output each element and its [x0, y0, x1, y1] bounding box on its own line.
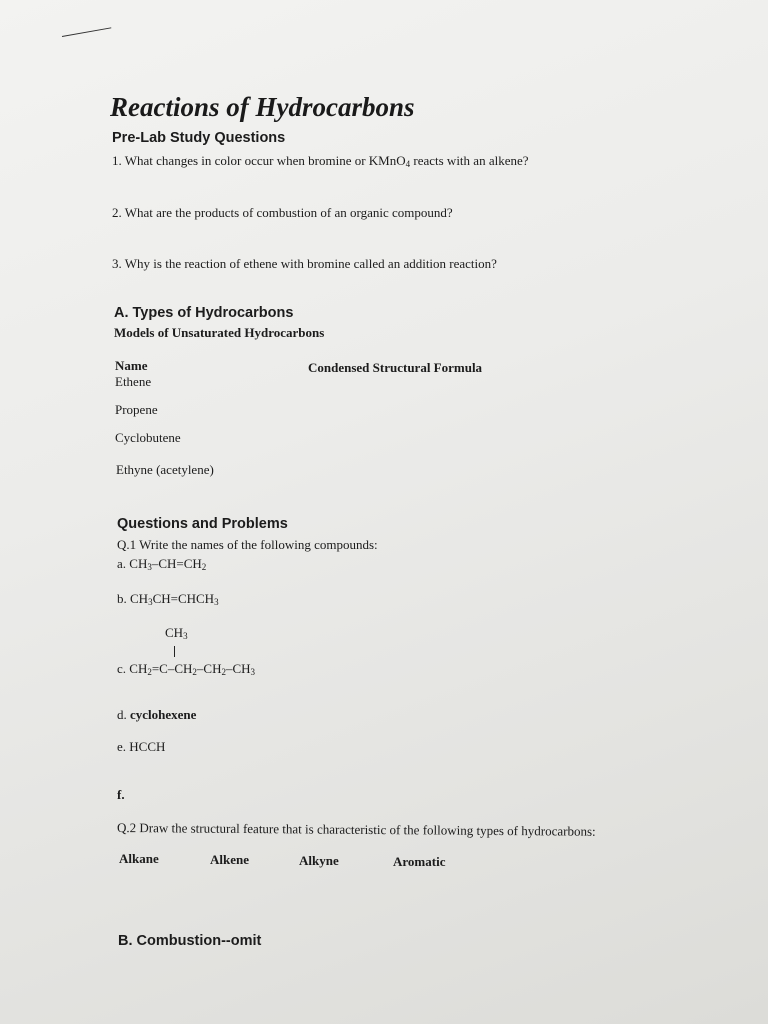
compound-d-label: d.	[117, 707, 130, 722]
compound-c-branch-1: CH	[165, 625, 184, 640]
pen-mark	[62, 27, 111, 37]
prelab-question-1-subscript: 4	[405, 159, 411, 169]
prelab-heading: Pre-Lab Study Questions	[112, 130, 286, 146]
compound-c-formula-8: 3	[250, 667, 256, 677]
compound-f-label: f.	[117, 787, 125, 802]
prelab-question-1-suffix: reacts with an alkene?	[410, 153, 529, 168]
compound-c-branch-2: 3	[183, 631, 188, 641]
q1-prompt: Q.1 Write the names of the following compounds:	[117, 537, 378, 552]
compound-b-formula-4: 3	[214, 597, 219, 607]
column-header-name: Name	[115, 358, 148, 373]
type-aromatic: Aromatic	[393, 854, 446, 869]
compound-name-propene: Propene	[115, 402, 158, 417]
compound-e	[117, 739, 165, 755]
compound-c-formula-6: 2	[221, 667, 226, 677]
compound-a	[117, 556, 206, 572]
compound-name-ethyne: Ethyne (acetylene)	[116, 462, 214, 477]
compound-c	[117, 661, 255, 677]
compound-a-formula-2: 3	[147, 562, 152, 572]
compound-a-formula-3: –CH=CH	[151, 556, 202, 571]
compound-e-label: e.	[117, 739, 130, 754]
type-alkene: Alkene	[210, 852, 249, 867]
compound-name-ethene: Ethene	[115, 374, 152, 389]
q2-prompt: Q.2 Draw the structural feature that is characteristic of the following types of hydrocarbons:	[116, 820, 596, 839]
compound-a-label: a.	[117, 556, 130, 571]
compound-b	[117, 591, 219, 607]
compound-b-formula-3: CH=CHCH	[152, 591, 215, 606]
page-title: Reactions of Hydrocarbons	[110, 92, 415, 122]
compound-b-label: b.	[117, 591, 130, 606]
compound-c-formula-4: 2	[192, 667, 197, 677]
questions-heading: Questions and Problems	[117, 516, 288, 532]
section-b-heading: B. Combustion--omit	[118, 933, 262, 949]
compound-c-bond-line	[174, 646, 175, 657]
compound-name-cyclobutene: Cyclobutene	[115, 430, 181, 445]
compound-c-branch	[165, 625, 188, 641]
compound-d-name: cyclohexene	[130, 707, 197, 722]
prelab-question-3: 3. Why is the reaction of ethene with bromine called an addition reaction?	[112, 256, 497, 271]
prelab-question-2: 2. What are the products of combustion of an organic compound?	[112, 205, 453, 220]
compound-e-formula: HCCH	[129, 739, 166, 754]
compound-c-formula-3: =C–CH	[151, 661, 193, 676]
compound-b-formula-1: CH	[130, 591, 149, 606]
compound-a-formula-1: CH	[129, 556, 148, 571]
compound-c-formula-2: 2	[147, 667, 152, 677]
type-alkyne: Alkyne	[299, 853, 339, 868]
section-a-subheading: Models of Unsaturated Hydrocarbons	[114, 325, 325, 340]
compound-a-formula-4: 2	[201, 562, 207, 572]
compound-c-formula-1: CH	[129, 661, 148, 676]
compound-c-formula-7: –CH	[225, 661, 251, 676]
compound-d	[117, 707, 196, 723]
compound-c-formula-5: –CH	[196, 661, 222, 676]
column-header-formula: Condensed Structural Formula	[308, 360, 483, 375]
prelab-question-1	[112, 153, 529, 169]
prelab-question-1-prefix: 1. What changes in color occur when bromine or KMnO	[112, 153, 406, 168]
compound-b-formula-2: 3	[148, 597, 153, 607]
compound-c-label: c.	[117, 661, 130, 676]
section-a-heading: A. Types of Hydrocarbons	[114, 305, 294, 321]
type-alkane: Alkane	[119, 851, 159, 866]
